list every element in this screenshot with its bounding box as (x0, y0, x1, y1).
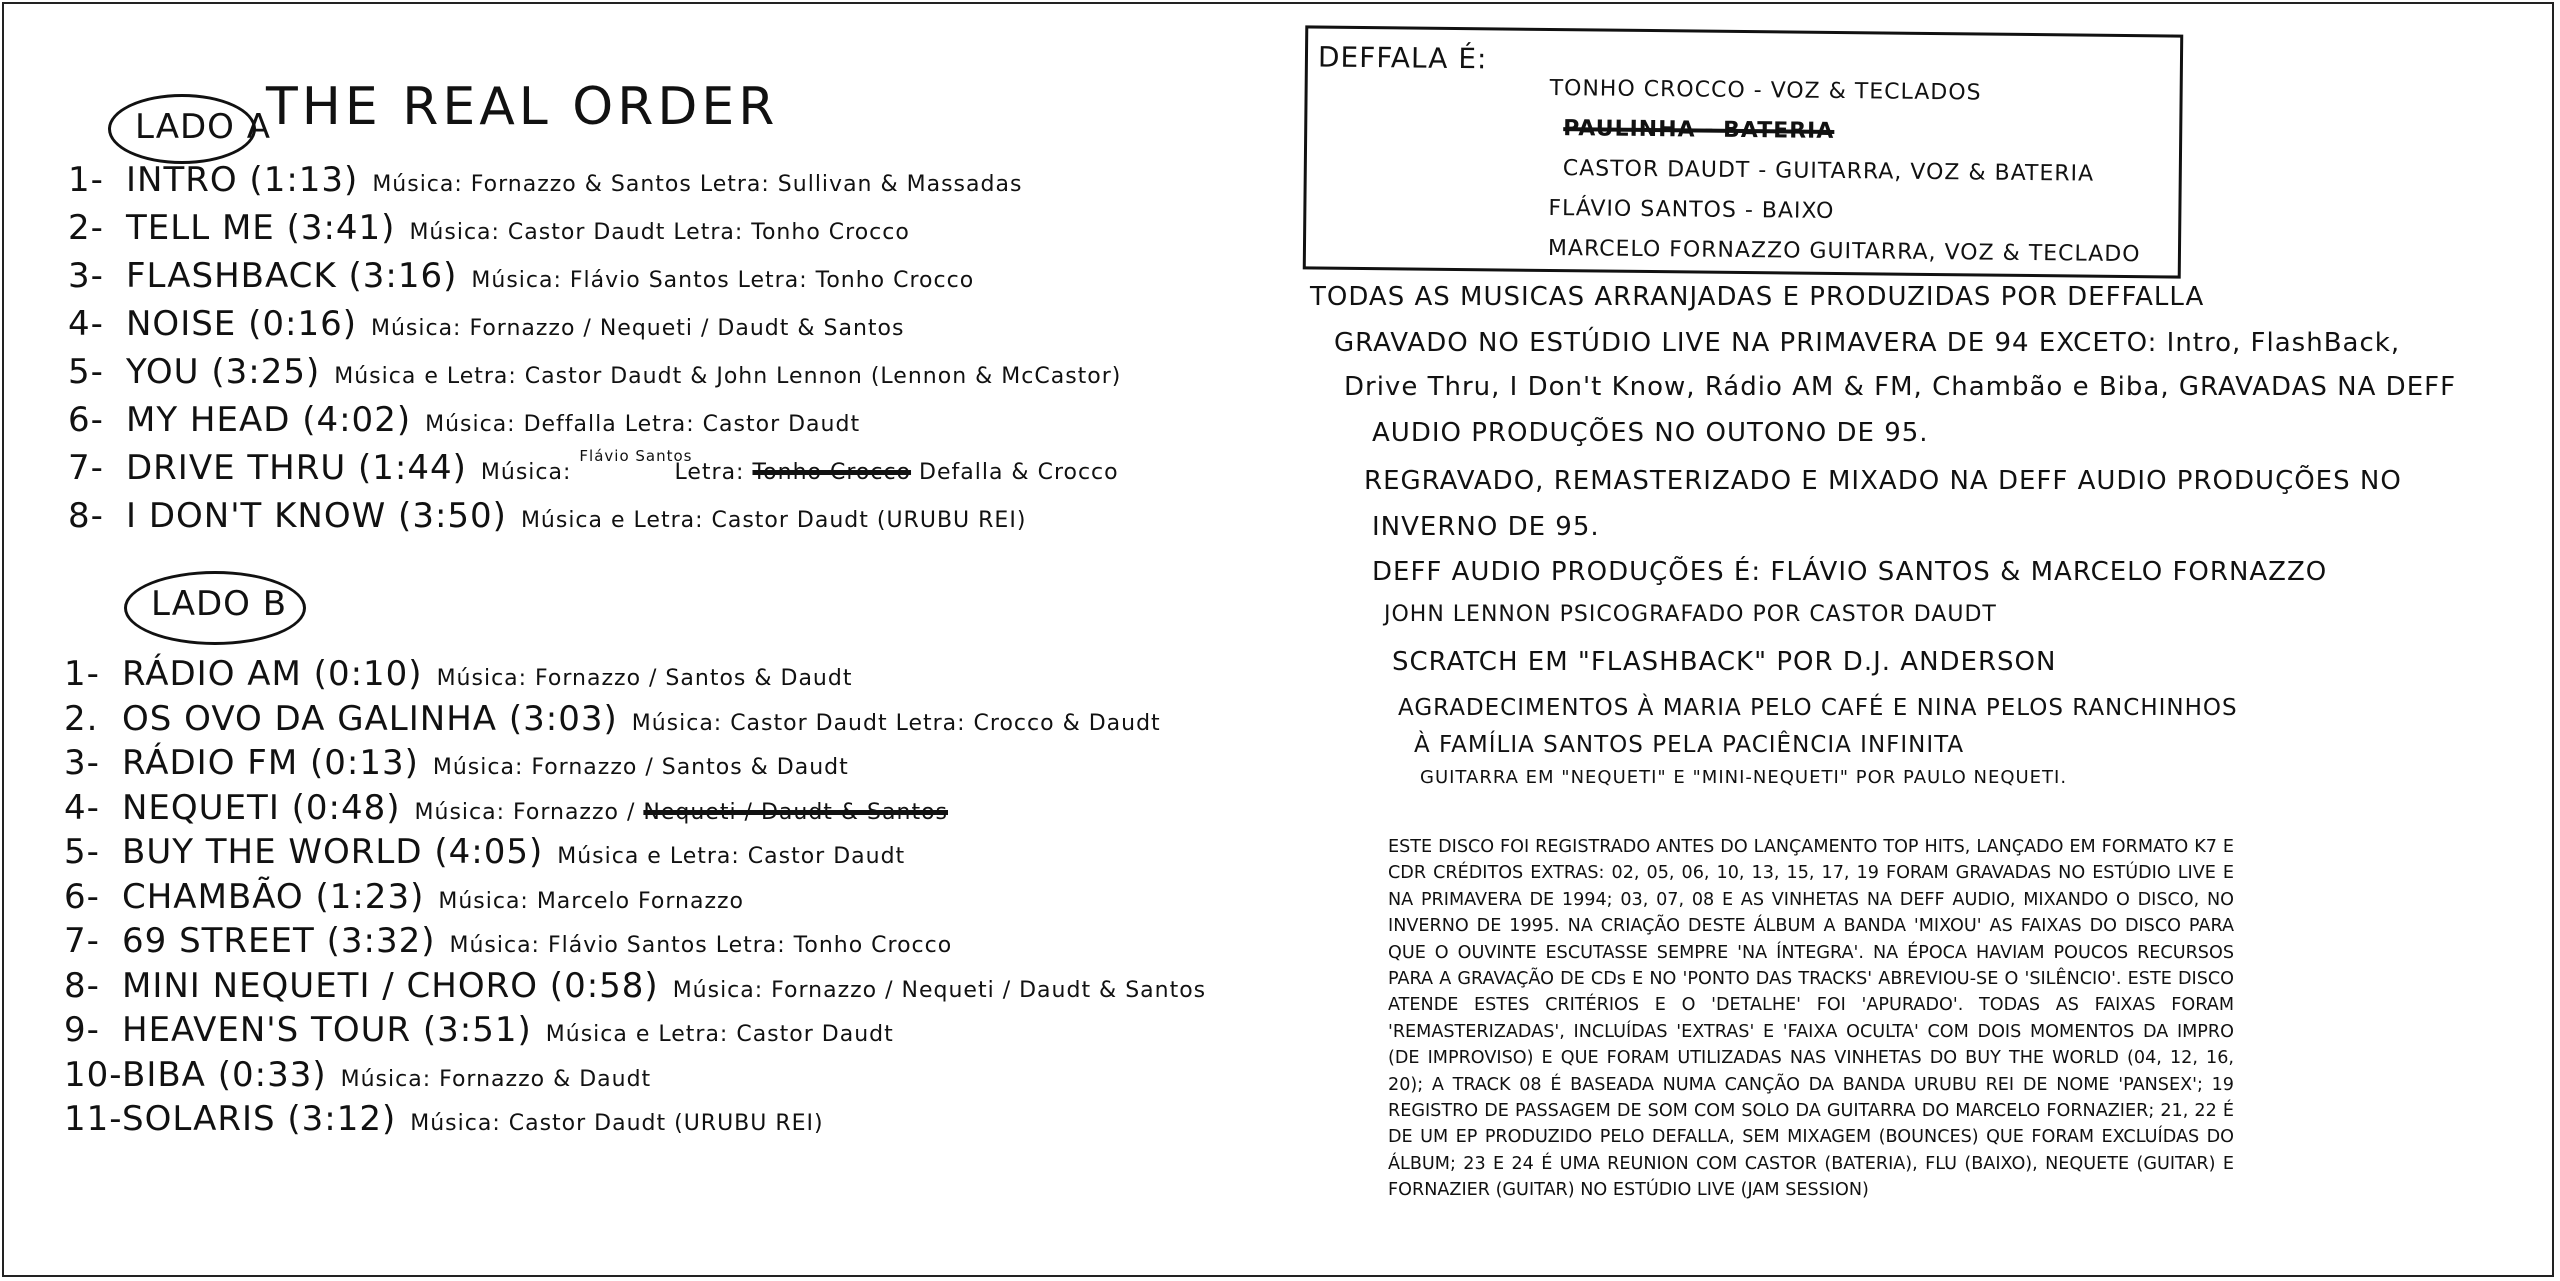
track-number: 6- (64, 876, 100, 917)
credit-end: Defalla & Crocco (919, 460, 1119, 485)
track-item (68, 256, 1121, 304)
track-title: FLASHBACK (3:16) (126, 256, 458, 296)
note-line: SCRATCH EM "FLASHBACK" POR D.J. ANDERSON (1392, 647, 2057, 677)
credit-prefix: Música: Fornazzo / (414, 799, 636, 825)
band-member: TONHO CROCCO - VOZ & TECLADOS (1549, 75, 1982, 106)
note-line: GUITARRA EM "NEQUETI" E "MINI-NEQUETI" POR PAULO NEQUETI. (1420, 767, 2068, 788)
band-member: FLÁVIO SANTOS - BAIXO (1548, 195, 1835, 224)
track-item (68, 160, 1121, 208)
track-number: 1- (68, 160, 104, 200)
track-title: NEQUETI (0:48) (122, 787, 401, 828)
track-credit: Música: Deffalla Letra: Castor Daudt (425, 412, 861, 437)
band-member: MARCELO FORNAZZO GUITARRA, VOZ & TECLADO (1547, 235, 2141, 268)
note-line: REGRAVADO, REMASTERIZADO E MIXADO NA DEFF AUDIO PRODUÇÕES NO (1364, 466, 2402, 496)
track-item (68, 496, 1121, 544)
note-line: AUDIO PRODUÇÕES NO OUTONO DE 95. (1372, 418, 1929, 448)
track-item (64, 1055, 1206, 1100)
page-title: THE REAL ORDER (266, 76, 779, 137)
credit-prefix: Música: (480, 460, 572, 485)
note-line: Drive Thru, I Don't Know, Rádio AM & FM, Chambão e Biba, GRAVADAS NA DEFF (1344, 372, 2457, 402)
track-title: INTRO (1:13) (126, 160, 359, 200)
track-title: HEAVEN'S TOUR (3:51) (122, 1010, 532, 1050)
track-item (64, 788, 1206, 833)
track-item (64, 877, 1206, 922)
track-credit: Música: Fornazzo / Nequeti / Daudt & Santos (370, 316, 905, 341)
track-title: MINI NEQUETI / CHORO (0:58) (122, 965, 659, 1006)
track-credit: Música e Letra: Castor Daudt & John Lennon (Lennon & McCastor) (334, 364, 1122, 389)
track-credit: Música e Letra: Castor Daudt (545, 1022, 894, 1047)
credits-footer (1388, 834, 2234, 1204)
track-credit: Música: Marcelo Fornazzo (438, 888, 745, 914)
note-line: AGRADECIMENTOS À MARIA PELO CAFÉ E NINA PELOS RANCHINHOS (1398, 695, 2238, 721)
struck-credit: Nequeti / Daudt & Santos (643, 799, 948, 825)
band-members-title: DEFFALA É: (1317, 40, 1488, 76)
track-title: TELL ME (3:41) (126, 208, 396, 248)
track-item (64, 921, 1206, 966)
track-item (64, 1010, 1206, 1055)
band-member: PAULINHA - BATERIA (1563, 116, 1835, 144)
track-number: 2- (68, 208, 104, 248)
track-title: SOLARIS (3:12) (122, 1099, 397, 1139)
track-item (64, 966, 1206, 1011)
track-title: DRIVE THRU (1:44) (126, 448, 467, 488)
track-number: 4- (64, 787, 100, 828)
track-number: 5- (64, 832, 100, 872)
track-number: 10- (64, 1054, 123, 1095)
band-member-list (1548, 69, 2143, 275)
track-title: YOU (3:25) (126, 352, 321, 392)
side-a-label: LADO A (108, 94, 256, 164)
track-number: 9- (64, 1010, 100, 1050)
credits-paragraph: ESTE DISCO FOI REGISTRADO ANTES DO LANÇAMENTO TOP HITS, LANÇADO EM FORMATO K7 E CDR CRÉDITOS EXTRAS: 02, 05, 06, 10, 13, 15, 17, 19 FORAM GRAVADAS NO ESTÚDIO LIVE E NA PRIMAVERA DE 1994; 03, 07, 08 E AS VINHETAS NA DEFF AUDIO, MIXANDO O DISCO, NO INVERNO DE 1995. NA CRIAÇÃO DESTE ÁLBUM A BANDA 'MIXOU' AS FAIXAS DO DISCO PARA QUE O OUVINTE ESCUTASSE SEMPRE 'NA ÍNTEGRA'. NA ÉPOCA HAVIAM POUCOS RECURSOS PARA A GRAVAÇÃO DE CDs E NO 'PONTO DAS TRACKS' ABREVIOU-SE O 'SILÊNCIO'. ESTE DISCO ATENDE ESTES CRITÉRIOS E O 'DETALHE' FOI 'APURADO'. TODAS AS FAIXAS FORAM 'REMASTERIZADAS', INCLUÍDAS 'EXTRAS' E 'FAIXA OCULTA' COM DOIS MOMENTOS DA IMPRO (DE IMPROVISO) E QUE FORAM UTILIZADAS NAS VINHETAS DO BUY THE WORLD (04, 12, 16, 20); A TRACK 08 É BASEADA NUMA CANÇÃO DA BANDA URUBU REI DE NOME 'PANSEX'; 19 REGISTRO DE PASSAGEM DE SOM COM SOLO DA GUITARRA DO MARCELO FORNAZIER; 21, 22 É DE UM EP PRODUZIDO PELO DEFALLA, SEM MIXAGEM (BOUNCES) QUE FORAM EXCLUÍDAS DO ÁLBUM; 23 E 24 É UMA REUNION COM CASTOR (BATERIA), FLU (BAIXO), NEQUETE (GUITAR) E FORNAZIER (GUITAR) NO ESTÚDIO LIVE (JAM SESSION) (1388, 837, 2234, 1201)
note-line: DEFF AUDIO PRODUÇÕES É: FLÁVIO SANTOS & MARCELO FORNAZZO (1372, 557, 2328, 587)
track-title: BUY THE WORLD (4:05) (122, 832, 544, 872)
track-credit: Música: Castor Daudt Letra: Tonho Crocco (409, 220, 910, 245)
track-number: 2. (64, 698, 99, 739)
track-number: 5- (68, 352, 104, 392)
note-line: JOHN LENNON PSICOGRAFADO POR CASTOR DAUDT (1384, 602, 1997, 627)
credit-annotation: Flávio Santos (579, 447, 693, 465)
track-credit: Música: Flávio Santos Letra: Tonho Crocco (449, 933, 953, 958)
side-b-label: LADO B (124, 571, 306, 645)
track-title: 69 STREET (3:32) (122, 921, 436, 961)
track-number: 3- (68, 256, 104, 296)
track-number: 3- (64, 743, 100, 783)
track-number: 8- (68, 496, 104, 536)
track-item (68, 352, 1121, 400)
track-title: OS OVO DA GALINHA (3:03) (122, 698, 618, 739)
track-number: 7- (68, 448, 104, 488)
track-number: 8- (64, 965, 100, 1006)
track-title: CHAMBÃO (1:23) (122, 876, 425, 917)
struck-credit: Tonho Crocco (752, 460, 912, 485)
track-title: BIBA (0:33) (122, 1054, 327, 1095)
track-credit: Música: Castor Daudt Letra: Crocco & Daudt (631, 710, 1161, 736)
track-item (64, 1099, 1206, 1144)
band-member: CASTOR DAUDT - GUITARRA, VOZ & BATERIA (1562, 156, 2095, 187)
track-item (68, 448, 1121, 496)
track-item (64, 699, 1206, 744)
track-credit: Música: Fornazzo & Daudt (340, 1066, 652, 1092)
track-item (68, 208, 1121, 256)
track-credit: Música: Castor Daudt (URUBU REI) (410, 1111, 824, 1136)
track-number: 11- (64, 1099, 123, 1139)
track-credit: Música: Fornazzo / Santos & Daudt (432, 755, 849, 780)
band-members-box (1303, 25, 2184, 278)
credit-mid: Letra: (674, 460, 745, 485)
track-credit: Música: Flávio Santos Letra: Tonho Crocco (471, 268, 975, 293)
track-title: NOISE (0:16) (126, 304, 357, 344)
track-credit: Música: Fornazzo / Nequeti / Daudt & Santos (672, 977, 1207, 1003)
note-line: À FAMÍLIA SANTOS PELA PACIÊNCIA INFINITA (1414, 732, 1965, 758)
track-credit: Música e Letra: Castor Daudt (URUBU REI) (520, 508, 1027, 533)
track-credit (415, 800, 948, 825)
side-b-track-list (64, 654, 1206, 1144)
side-a-track-list (68, 160, 1121, 544)
track-number: 6- (68, 400, 104, 440)
liner-notes-sheet (2, 2, 2554, 1277)
track-number: 4- (68, 304, 104, 344)
track-title: I DON'T KNOW (3:50) (126, 496, 507, 536)
track-item (64, 743, 1206, 788)
note-line: INVERNO DE 95. (1372, 512, 1600, 542)
track-credit (480, 447, 1119, 485)
track-item (68, 304, 1121, 352)
track-item (64, 654, 1206, 699)
note-line: TODAS AS MUSICAS ARRANJADAS E PRODUZIDAS POR DEFFALLA (1310, 282, 2205, 312)
production-notes (1310, 274, 2456, 794)
track-credit: Música: Fornazzo & Santos Letra: Sullivan & Massadas (372, 172, 1023, 197)
track-title: MY HEAD (4:02) (126, 400, 412, 440)
track-item (68, 400, 1121, 448)
track-credit: Música e Letra: Castor Daudt (557, 844, 906, 869)
track-title: RÁDIO AM (0:10) (122, 654, 423, 694)
note-line: GRAVADO NO ESTÚDIO LIVE NA PRIMAVERA DE 94 EXCETO: Intro, FlashBack, (1334, 328, 2401, 358)
track-number: 7- (64, 921, 100, 961)
track-title: RÁDIO FM (0:13) (122, 743, 419, 783)
track-credit: Música: Fornazzo / Santos & Daudt (436, 666, 853, 691)
track-number: 1- (64, 654, 100, 694)
track-item (64, 832, 1206, 877)
